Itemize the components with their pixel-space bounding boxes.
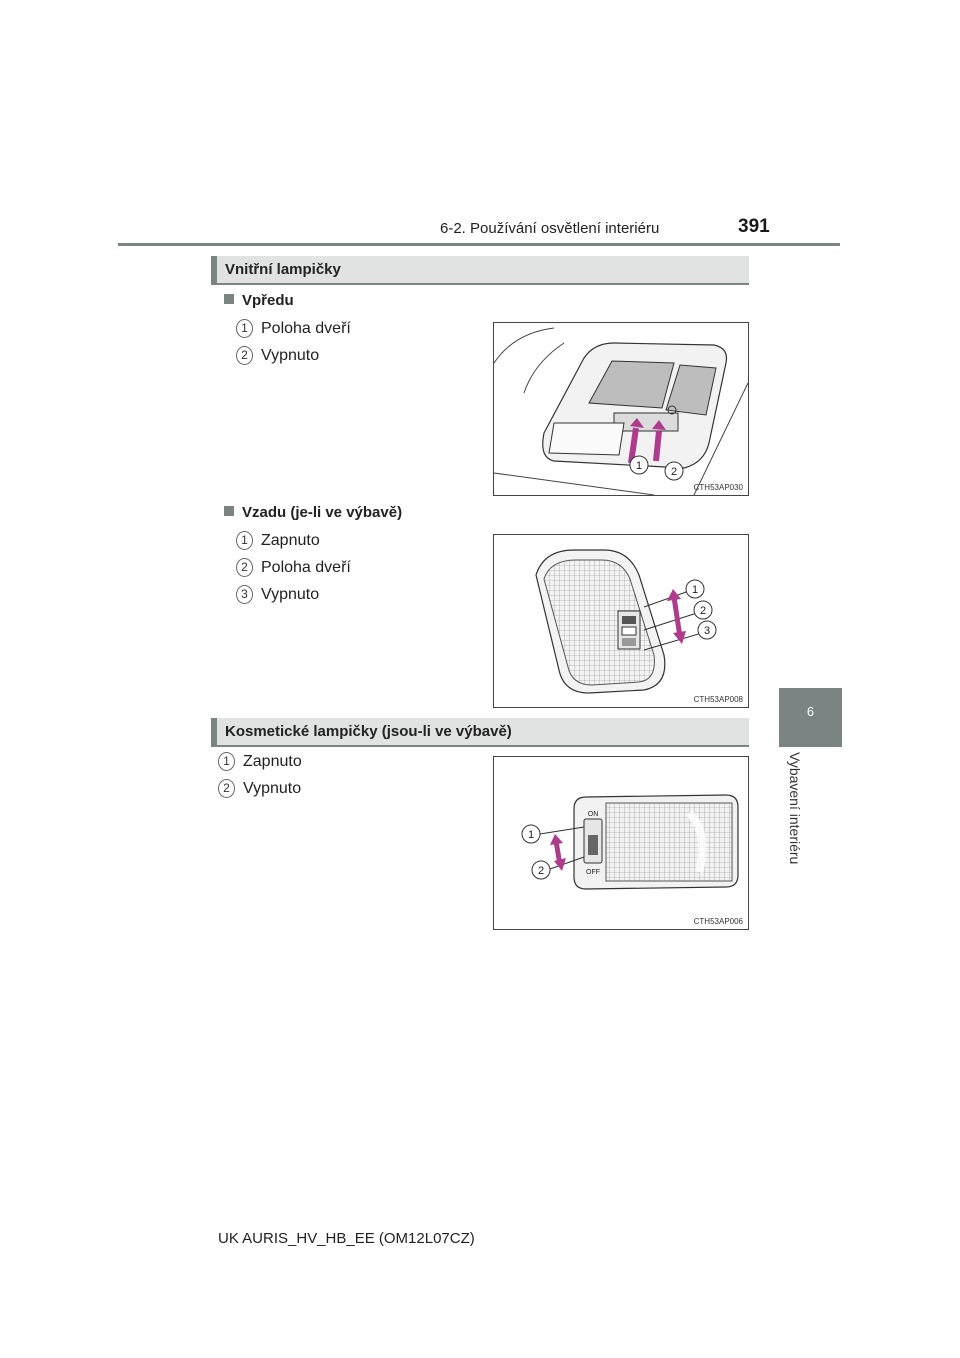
list-item-label: Zapnuto [243,753,302,770]
footer-manual-id: UK AURIS_HV_HB_EE (OM12L07CZ) [218,1230,475,1247]
list-item-label: Poloha dveří [261,320,351,337]
switch-off-label: OFF [586,869,600,876]
bullet-square-icon [224,294,234,304]
svg-text:2: 2 [670,466,678,478]
list-item [236,558,351,577]
header-section-title: 6-2. Používání osvětlení interiéru [440,220,660,237]
chapter-tab-label-wrap [785,752,809,892]
list-item [236,585,319,604]
section-header-vanity-lights [211,718,749,747]
list-item-label: Vypnuto [243,780,302,797]
list-item [218,752,302,771]
list-item-label: Vypnuto [261,347,320,364]
chapter-tab-number: 6 [806,704,815,719]
step-number-badge: 1 [236,319,253,338]
section-title: Kosmetické lampičky (jsou-li ve výbavě) [225,723,512,740]
subheading-rear-label: Vzadu (je-li ve výbavě) [242,504,403,521]
chapter-tab-label: Vybavení interiéru [787,752,803,865]
svg-text:3: 3 [703,625,711,637]
list-item [236,346,319,365]
svg-text:1: 1 [635,460,643,472]
step-number-badge: 1 [218,752,235,771]
svg-text:1: 1 [527,829,535,841]
list-item [218,779,301,798]
figure-code: CTH53AP030 [693,483,743,492]
figure-vanity-light [493,756,749,930]
svg-text:1: 1 [691,584,699,596]
step-number-badge: 2 [236,558,253,577]
section-header-interior-lights [211,256,749,285]
figure-front-light [493,322,749,496]
header-rule [118,243,840,246]
figure-code: CTH53AP008 [693,695,743,704]
list-item-label: Vypnuto [261,586,320,603]
subheading-front-label: Vpředu [242,292,294,309]
bullet-square-icon [224,506,234,516]
step-number-badge: 2 [236,346,253,365]
subheading-front [224,292,294,309]
svg-text:2: 2 [699,605,707,617]
step-number-badge: 3 [236,585,253,604]
list-item [236,319,351,338]
section-header-bar [211,256,217,283]
section-header-bar [211,718,217,745]
list-item-label: Poloha dveří [261,559,351,576]
list-item [236,531,320,550]
list-item-label: Zapnuto [261,532,320,549]
step-number-badge: 1 [236,531,253,550]
switch-on-label: ON [587,811,599,818]
step-number-badge: 2 [218,779,235,798]
svg-text:2: 2 [537,865,545,877]
rear-light-illustration [494,535,748,707]
figure-rear-light [493,534,749,708]
vanity-light-illustration [494,757,748,929]
page-number: 391 [738,216,770,237]
subheading-rear [224,504,402,521]
figure-code: CTH53AP006 [693,917,743,926]
front-light-illustration [494,323,748,495]
section-title: Vnitřní lampičky [225,261,341,278]
